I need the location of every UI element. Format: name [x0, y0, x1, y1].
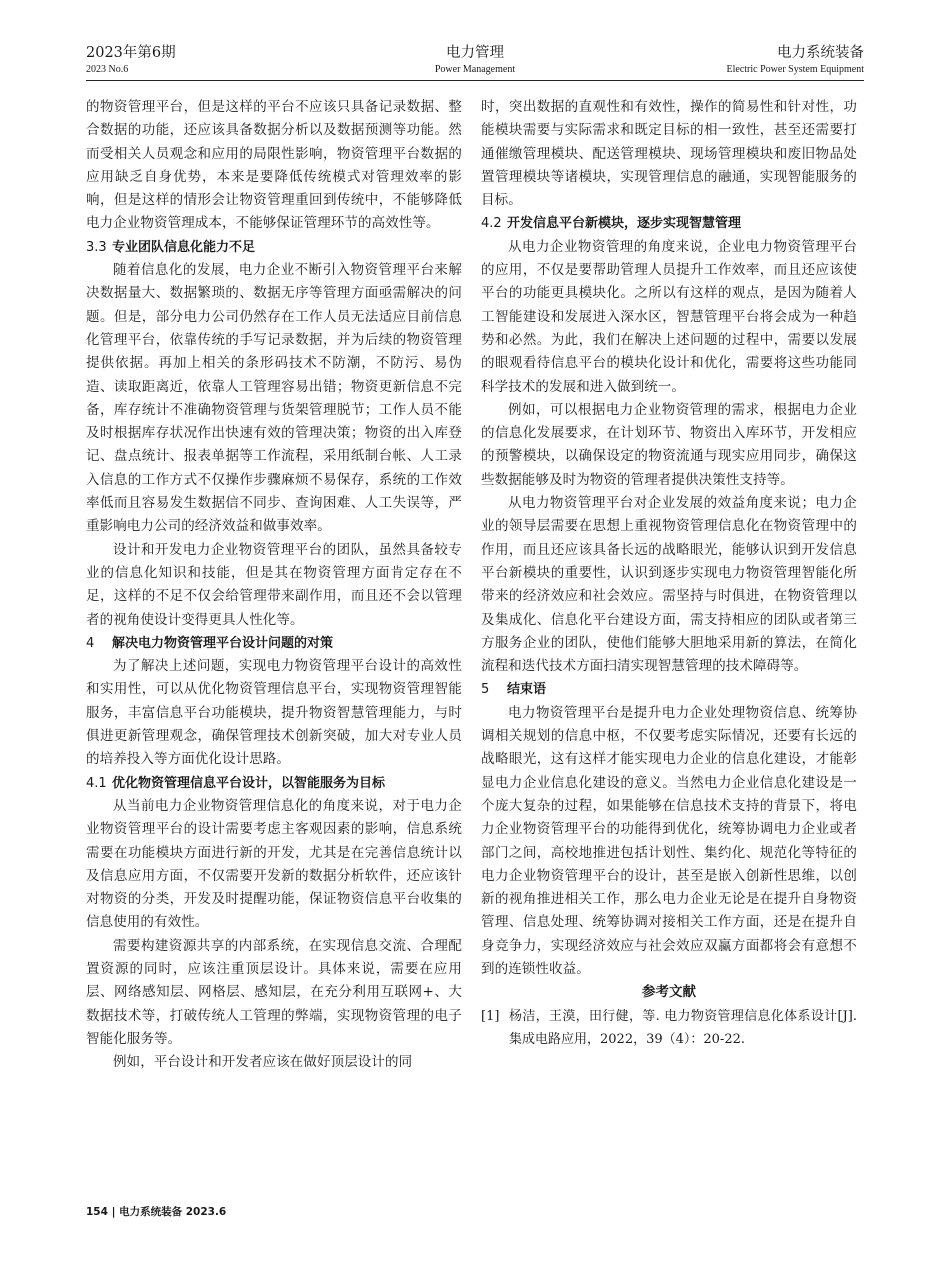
section-number: 4.1 — [86, 775, 107, 791]
reference-item — [481, 1005, 857, 1052]
paragraph: 例如，平台设计和开发者应该在做好顶层设计的同 — [113, 1054, 413, 1071]
reference-text: 杨洁，王漠，田行健，等. 电力物资管理信息化体系设计[J]. 集成电路应用，2022，39（4）：20-22. — [509, 1008, 857, 1047]
section-heading-4-2 — [481, 212, 857, 235]
column-cn: 电力管理 — [446, 45, 504, 61]
section-title: 解决电力物资管理平台设计问题的对策 — [112, 635, 334, 651]
paragraph: 时，突出数据的直观性和有效性，操作的简易性和针对性，功能模块需要与实际需求和既定目标的相一致性，甚至还需要打通催缴管理模块、配送管理模块、现场管理模块和废旧物品处置管理模块等诸模块，实现管理信息的融通，实现智能服务的目标。 — [481, 99, 857, 209]
paragraph: 电力物资管理平台是提升电力企业处理物资信息、统筹协调相关规划的信息中枢，不仅要考虑实际情况，还要有长远的战略眼光，这有这样才能实现电力企业的信息化建设，才能彰显电力企业信息化建设的意义。当然电力企业信息化建设是一个庞大复杂的过程，如果能够在信息技术支持的背景下，将电力企业物资管理平台的功能得到优化，统筹协调电力企业或者部门之间，高校地推进包括计划性、集约化、规范化等特征的电力企业物资管理平台的设计，甚至是嵌入创新性思维，以创新的视角推进相关工作，那么电力企业无论是在提升自身物资管理、信息处理、统筹协调对接相关工作方面，还是在提升自身竞争力，实现经济效应与社会效应双赢方面都将会有意想不到的连锁性收益。 — [481, 704, 857, 977]
issue-en: 2023 No.6 — [86, 64, 129, 75]
section-title: 专业团队信息化能力不足 — [112, 239, 256, 255]
paragraph: 设计和开发电力企业物资管理平台的团队，虽然具备较专业的信息化知识和技能，但是其在物资管理方面肯定存在不足，这样的不足不仅会给管理带来副作用，而且还不会以管理者的视角使设计变得更具人性化等。 — [86, 541, 462, 628]
section-title: 开发信息平台新模块，逐步实现智慧管理 — [507, 216, 742, 232]
paragraph: 从电力企业物资管理的角度来说，企业电力物资管理平台的应用，不仅是要帮助管理人员提升工作效率，而且还应该使平台的功能更具模块化。之所以有这样的观点，是因为随着人工智能建设和发展进入深水区，智慧管理平台将会成为一种趋势和必然。为此，我们在解决上述问题的过程中，需要以发展的眼观看待信息平台的模块化设计和优化，需要将这些功能同科学技术的发展和进入做到统一。 — [481, 238, 857, 395]
section-heading-3-3 — [86, 236, 462, 259]
section-number: 5 — [481, 682, 490, 698]
paragraph: 的物资管理平台，但是这样的平台不应该只具备记录数据、整合数据的功能，还应该具备数据分析以及数据预测等功能。然而受相关人员观念和应用的局限性影响，物资管理平台数据的应用缺乏自身优势，本来是要降低传统模式对管理效率的影响，但是这样的情形会让物资管理重回到传统中，不能够降低电力企业物资管理成本，不能够保证管理环节的高效性等。 — [86, 99, 462, 232]
paragraph: 为了解决上述问题，实现电力物资管理平台设计的高效性和实用性，可以从优化物资管理信息平台，实现物资管理智能服务，丰富信息平台功能模块，提升物资智慧管理能力，与时俱进更新管理观念，确保管理技术创新突破，加大对专业人员的培养投入等方面优化设计思路。 — [86, 658, 462, 768]
section-heading-5 — [481, 678, 857, 701]
section-number: 4.2 — [481, 216, 502, 232]
page-footer: 154 | 电力系统装备 2023.6 — [86, 1206, 227, 1218]
issue-cn: 2023年第6期 — [86, 45, 176, 61]
header-rule — [86, 80, 864, 81]
column-en: Power Management — [434, 64, 516, 75]
section-number: 4 — [86, 635, 95, 651]
paragraph: 例如，可以根据电力企业物资管理的需求，根据电力企业的信息化发展要求，在计划环节、物资出入库环节，开发相应的预警模块，以确保设定的物资流通与现实应用同步，确保这些数据能够及时为物资的管理者提供决策性支持等。 — [481, 401, 857, 488]
section-title: 结束语 — [507, 682, 547, 698]
section-title: 优化物资管理信息平台设计，以智能服务为目标 — [112, 775, 386, 791]
right-column — [481, 96, 857, 1051]
section-number: 3.3 — [86, 239, 107, 255]
paragraph: 需要构建资源共享的内部系统，在实现信息交流、合理配置资源的同时，应该注重顶层设计。具体来说，需要在应用层、网络感知层、网格层、感知层，在充分利用互联网+、大数据技术等，打破传统人工管理的弊端，实现物资管理的电子智能化服务等。 — [86, 937, 462, 1047]
left-column — [86, 96, 462, 1074]
journal-en: Electric Power System Equipment — [726, 64, 864, 75]
section-heading-4 — [86, 632, 462, 655]
paragraph: 随着信息化的发展，电力企业不断引入物资管理平台来解决数据量大、数据繁琐的、数据无序等管理方面亟需解决的问题。但是，部分电力公司仍然存在工作人员无法适应目前信息化管理平台，依靠传统的手写记录数据，并为后续的物资管理提供依据。再加上相关的条形码技术不防潮，不防污、易伪造、读取距离近，依靠人工管理容易出错；物资更新信息不完备，库存统计不准确物资管理与货架管理脱节；工作人员不能及时根据库存状况作出快速有效的管理决策；物资的出入库登记、盘点统计、报表单据等工作流程，采用纸制台帐、人工录入信息的工作方式不仅操作步骤麻烦不易保存，系统的工作效率低而且容易发生数据信不同步、查询困难、人工失误等，严重影响电力公司的经济效益和做事效率。 — [86, 262, 462, 535]
reference-number: [1] — [481, 1008, 500, 1024]
paragraph: 从当前电力企业物资管理信息化的角度来说，对于电力企业物资管理平台的设计需要考虑主客观因素的影响，信息系统需要在功能模块方面进行新的开发，尤其是在完善信息统计以及信息应用方面，不仅需要开发新的数据分析软件，还应该针对物资的分类，开发及时提醒功能，保证物资信息平台收集的信息使用的有效性。 — [86, 797, 462, 931]
paragraph: 从电力物资管理平台对企业发展的效益角度来说；电力企业的领导层需要在思想上重视物资管理信息化在物资管理中的作用，而且还应该具备长远的战略眼光，能够认识到开发信息平台新模块的重要性，认识到逐步实现电力物资管理智能化所带来的经济效应和社会效应。需坚持与时俱进，在物资管理以及集成化、信息化平台建设方面，需支持相应的团队或者第三方服务企业的团队，使他们能够大胆地采用新的算法，在简化流程和迭代技术方面扫清实现智慧管理的技术障碍等。 — [481, 495, 857, 675]
references-heading: 参考文献 — [642, 984, 696, 1001]
journal-cn: 电力系统装备 — [777, 45, 864, 61]
section-heading-4-1 — [86, 772, 462, 795]
running-header — [86, 44, 864, 84]
journal-label — [727, 44, 864, 76]
